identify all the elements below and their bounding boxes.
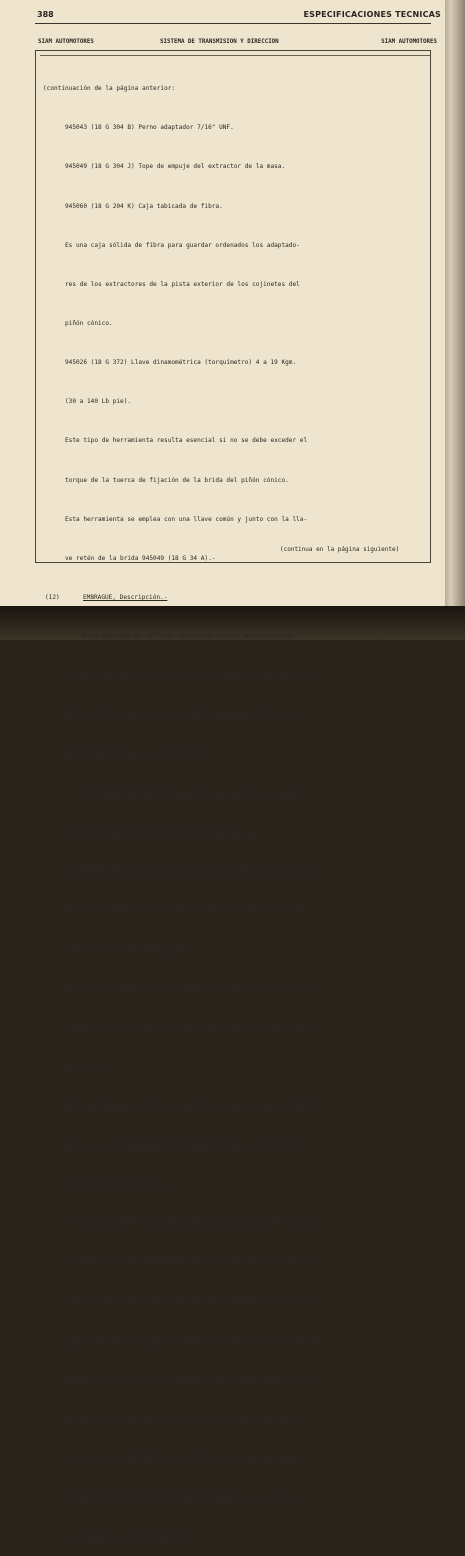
text-line: 945026 (18 G 372) Llave dinamométrica (torquímetro) 4 a 19 Kgm. (65, 359, 297, 367)
header-rule (35, 23, 431, 24)
paragraph-marker: (12) (45, 593, 60, 601)
body-text (43, 56, 425, 1556)
section-title: ESPECIFICACIONES TECNICAS (303, 10, 441, 19)
text-line: - mente con el pedal de embrague. (65, 946, 187, 954)
header-left: SIAM AUTOMOTORES (38, 39, 94, 45)
text-line: 945060 (18 G 204 K) Caja tabicada de fibra. (65, 202, 223, 210)
text-line: La presión del fluído se transmite al servo-cilindro,accionando el (65, 985, 308, 993)
text-line: paralela a la cara del volante del motor,debido a las variaciones (65, 1494, 304, 1502)
text-line: ve retén de la brida 945049 (18 G 34 A).- (65, 554, 216, 562)
text-line: da palanca durante el armado inicial. (65, 750, 201, 758)
text-line: Las tuercas de ajuste están ancladas en su sitio y no deberán (83, 789, 307, 797)
continuation-note: (continua en la página siguiente) (280, 546, 400, 553)
text-line: el caso de desgaste. Se proporciona el ajuste individual para ca- (65, 711, 304, 719)
text-line: Este tipo de herramienta resulta esencial si no se debe exceder el (65, 437, 308, 445)
text-line: tada en el frente del mampara,del lado del motor,funciona directa (65, 907, 304, 915)
text-line: Ajuste de las levas de desembrague: El funcionamiento satisfactorio (65, 1376, 311, 1384)
text-line: LING" C.V. con tanque integral de suministro. El conjunto es simi- (65, 1141, 308, 1149)
text-line: gotado,será necesario purgar el cilindro despues de rearmado y llenado. (65, 1337, 326, 1345)
page-edge (445, 0, 465, 640)
text-line: ser tocadas nunca,a menos que se desarme el embrague. (65, 828, 260, 836)
text-line: Bomba de embrague: La bomba principal del embrague es del tipo"GIR- (65, 1102, 311, 1110)
text-line: del embrague depende del correcto ajuste de las levas de desem- (65, 1415, 297, 1423)
text-line: brague,de manera tal que la cara del plato de presión se mantenga (65, 1455, 304, 1463)
text-line: (30 a 140 Lb pie). (65, 398, 132, 406)
text-line: Servo-cilindro: Este se encuentra abulonado al cubre-volante y nor- (65, 1220, 311, 1228)
text-line: en el espesor del disco conducido. (65, 1533, 190, 1541)
text-line: piñón cónico. (65, 319, 113, 327)
header-center: SISTEMA DE TRANSMISION Y DIRECCION (160, 39, 279, 45)
text-line: malmente no requiere mantenimiento; su armado es similar al del ci- (65, 1259, 311, 1267)
text-line: Accionamiento hidráulico: Una bomba principal que se encuentra mon- (65, 867, 311, 875)
text-line: pistón,la varilla de empuje y la leva del embrague para desacoplar (65, 1024, 308, 1032)
text-line: (continuación de la página anterior: (43, 85, 176, 93)
page-number: 388 (37, 10, 54, 19)
section-heading: EMBRAGUE, Descripción.- (83, 593, 168, 601)
text-line: 945049 (18 G 304 J) Tope de empuje del extractor de la masa. (65, 163, 286, 171)
text-line: el mismo. (65, 1063, 99, 1071)
text-line: Esta herramienta se emplea con una llave común y junto con la lla- (65, 515, 308, 523)
text-line: Es una caja sólida de fibra para guardar ordenados los adaptado- (65, 241, 300, 249)
text-line: lindro de freno de las ruedas delanteras. Si el sistema fuera desga- (65, 1298, 315, 1306)
text-line: torque de la tuerca de fijación de la brida del piñón cónico. (65, 476, 289, 484)
text-line: Este embrague es del tipo monodisco seco,de accionamiento (83, 633, 293, 641)
text-line: res de los extractores de la pista exterior de los cojinetes del (65, 280, 300, 288)
text-line: hidráulico. En el propio embrague no se contempla su regulación en (65, 672, 308, 680)
text-line: 945043 (18 G 304 B) Perno adaptador 7/16" UNF. (65, 124, 234, 132)
header-right: SIAM AUTOMOTORES (381, 39, 437, 45)
text-line: lar al de la bomba de freno. (65, 1181, 168, 1189)
